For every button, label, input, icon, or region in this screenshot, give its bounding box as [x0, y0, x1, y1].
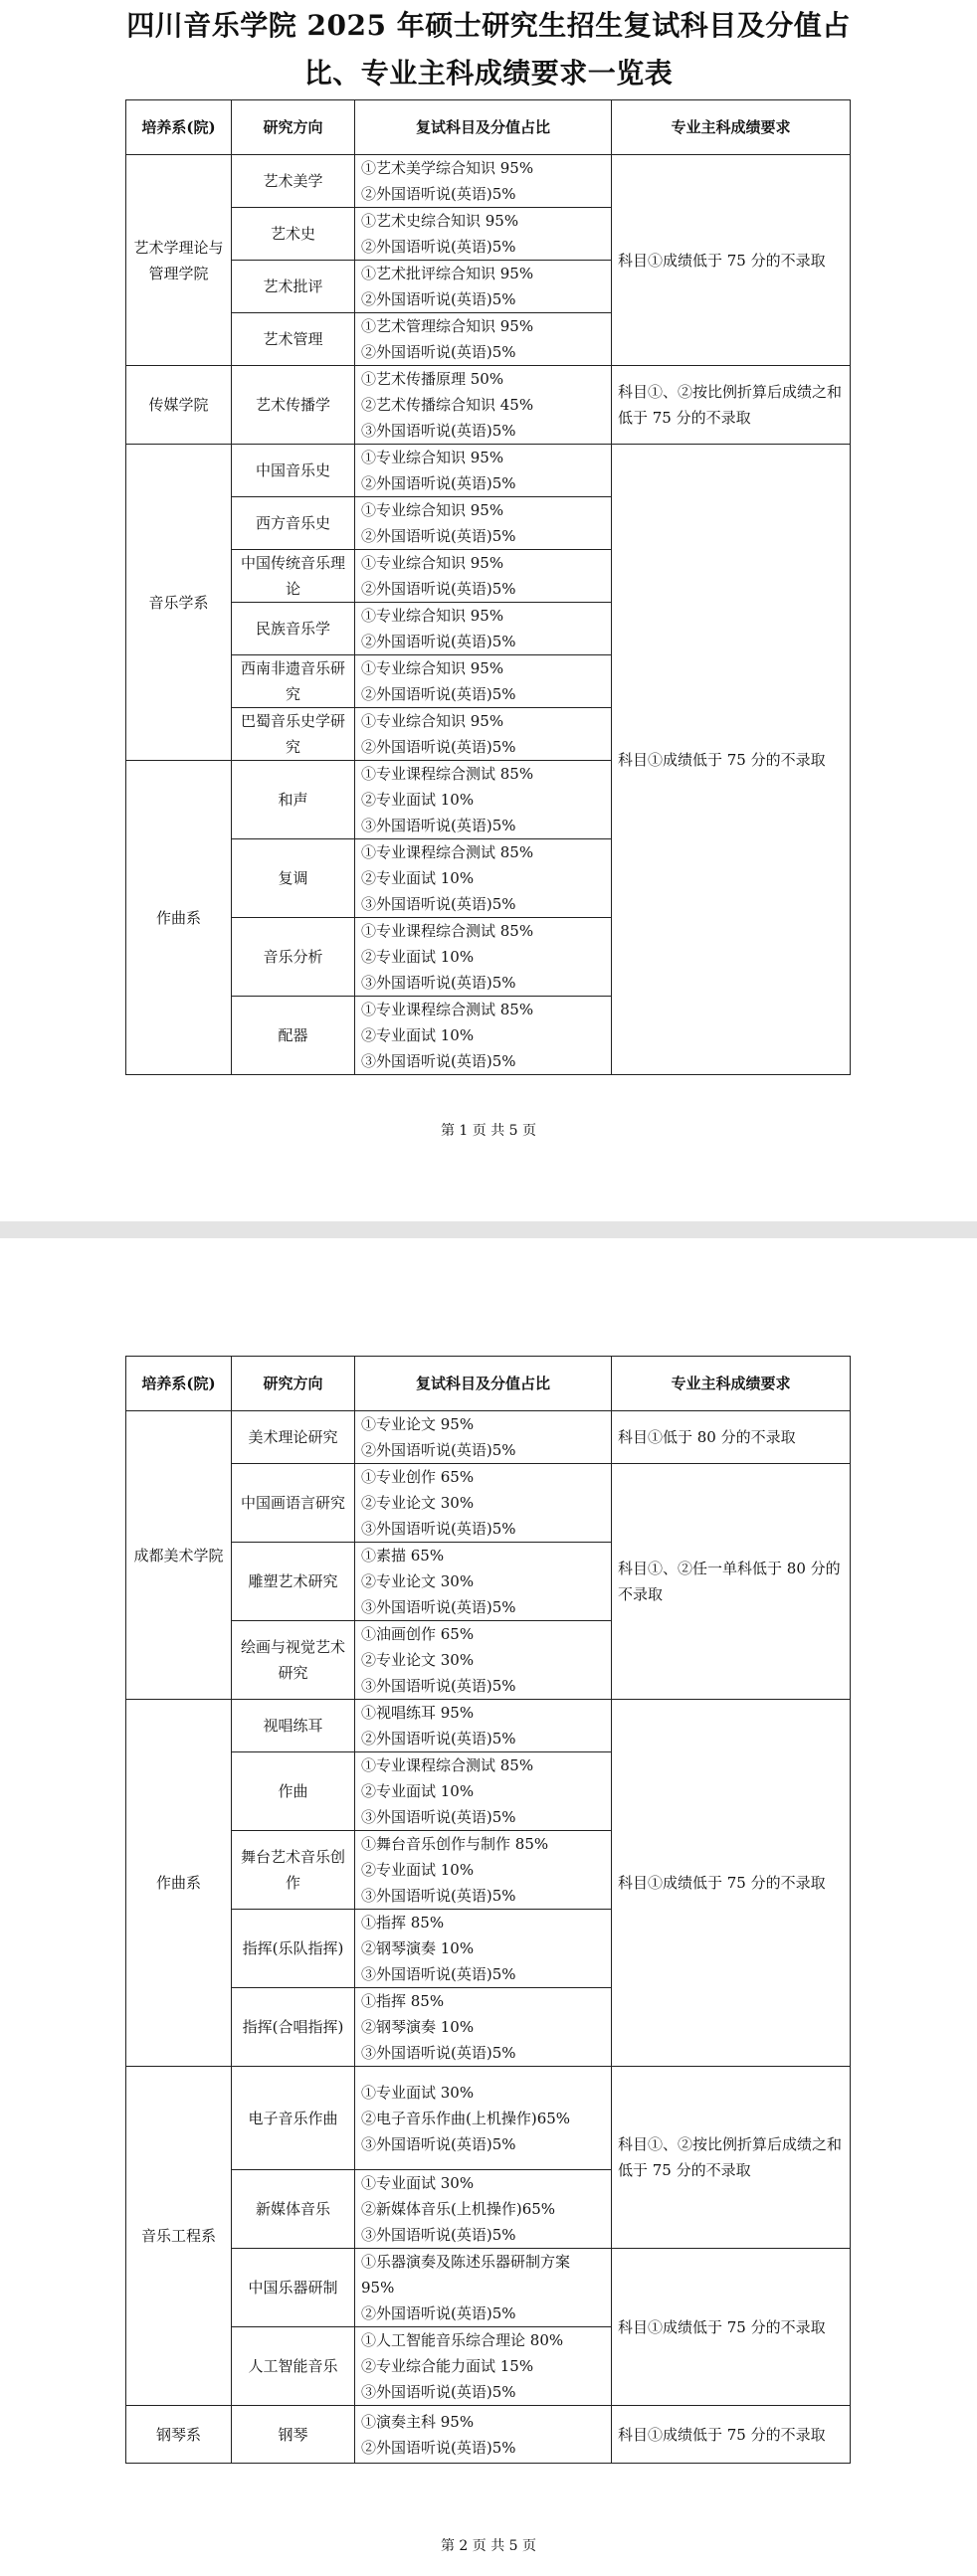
- subject-line: ②外国语听说(英语)5%: [361, 527, 516, 545]
- table-row: [126, 2406, 851, 2464]
- subject-line: ③外国语听说(英语)5%: [361, 974, 516, 992]
- subject-line: ②外国语听说(英语)5%: [361, 290, 516, 308]
- subject-line: ②外国语听说(英语)5%: [361, 1441, 516, 1459]
- table-row: [126, 1411, 851, 1464]
- header-requirement: 专业主科成绩要求: [612, 1357, 851, 1411]
- direction-cell: 电子音乐作曲: [232, 2067, 355, 2170]
- subject-line: ②外国语听说(英语)5%: [361, 580, 516, 598]
- table-row: [126, 1700, 851, 1752]
- table-row: [126, 366, 851, 445]
- subject-line: ①艺术管理综合知识 95%: [361, 317, 534, 335]
- subjects-cell: [355, 918, 612, 997]
- subjects-cell: [355, 445, 612, 497]
- requirement-cell: 科目①成绩低于 75 分的不录取: [612, 2406, 851, 2464]
- header-direction: 研究方向: [232, 100, 355, 155]
- subject-line: ②外国语听说(英语)5%: [361, 633, 516, 650]
- subjects-cell: [355, 2406, 612, 2464]
- direction-cell: 复调: [232, 839, 355, 918]
- direction-cell: 艺术管理: [232, 313, 355, 366]
- subjects-cell: [355, 655, 612, 708]
- subject-line: ①专业课程综合测试 85%: [361, 1756, 534, 1774]
- requirement-cell: 科目①低于 80 分的不录取: [612, 1411, 851, 1464]
- document-title: 四川音乐学院 2025 年硕士研究生招生复试科目及分值占比、专业主科成绩要求一览表: [126, 9, 851, 90]
- direction-cell: 艺术批评: [232, 261, 355, 313]
- subject-line: ②外国语听说(英语)5%: [361, 185, 516, 203]
- header-requirement: 专业主科成绩要求: [612, 100, 851, 155]
- subject-line: ③外国语听说(英语)5%: [361, 2044, 516, 2062]
- subject-line: ②外国语听说(英语)5%: [361, 738, 516, 756]
- requirement-cell: 科目①、②任一单科低于 80 分的不录取: [612, 1464, 851, 1700]
- document-page-2: [0, 1238, 977, 2576]
- direction-cell: 西南非遗音乐研究: [232, 655, 355, 708]
- subject-line: ①素描 65%: [361, 1547, 445, 1564]
- subjects-cell: [355, 261, 612, 313]
- table-row: [126, 2067, 851, 2170]
- subject-line: ②外国语听说(英语)5%: [361, 474, 516, 492]
- table-row: [126, 2249, 851, 2327]
- subjects-cell: [355, 2067, 612, 2170]
- subject-line: ②专业面试 10%: [361, 948, 475, 966]
- subject-line: ③外国语听说(英语)5%: [361, 1520, 516, 1538]
- direction-cell: 音乐分析: [232, 918, 355, 997]
- subject-line: ③外国语听说(英语)5%: [361, 895, 516, 913]
- subjects-cell: [355, 1700, 612, 1752]
- subject-line: ①专业创作 65%: [361, 1468, 475, 1486]
- subject-line: ②专业面试 10%: [361, 1861, 475, 1879]
- direction-cell: 指挥(合唱指挥): [232, 1988, 355, 2067]
- subject-line: ②外国语听说(英语)5%: [361, 685, 516, 703]
- subjects-cell: [355, 313, 612, 366]
- subject-line: ①指挥 85%: [361, 1914, 445, 1932]
- direction-cell: 指挥(乐队指挥): [232, 1910, 355, 1988]
- subject-line: ②专业面试 10%: [361, 1782, 475, 1800]
- subject-line: ②电子音乐作曲(上机操作)65%: [361, 2109, 571, 2127]
- direction-cell: 中国画语言研究: [232, 1464, 355, 1543]
- subject-line: ②钢琴演奏 10%: [361, 2018, 475, 2036]
- dept-cell: 成都美术学院: [126, 1411, 232, 1700]
- requirement-cell: 科目①成绩低于 75 分的不录取: [612, 155, 851, 366]
- direction-cell: 中国传统音乐理论: [232, 550, 355, 603]
- direction-cell: 艺术史: [232, 208, 355, 261]
- direction-cell: 民族音乐学: [232, 603, 355, 655]
- direction-cell: 雕塑艺术研究: [232, 1543, 355, 1621]
- subjects-cell: [355, 2249, 612, 2327]
- subjects-cell: [355, 1411, 612, 1464]
- subjects-cell: [355, 1910, 612, 1988]
- subjects-cell: [355, 603, 612, 655]
- dept-cell: 作曲系: [126, 1700, 232, 2067]
- page-footer: 第 2 页 共 5 页: [440, 2538, 537, 2554]
- subjects-cell: [355, 1752, 612, 1831]
- page-separator: [0, 1221, 977, 1238]
- subject-line: ①艺术史综合知识 95%: [361, 212, 519, 230]
- subjects-cell: [355, 839, 612, 918]
- subjects-cell: [355, 208, 612, 261]
- subject-line: ①艺术批评综合知识 95%: [361, 265, 534, 282]
- subject-line: ①专业课程综合测试 85%: [361, 922, 534, 940]
- subjects-cell: [355, 761, 612, 839]
- subject-line: ①人工智能音乐综合理论 80%: [361, 2331, 564, 2349]
- subjects-cell: [355, 550, 612, 603]
- header-dept: 培养系(院): [126, 1357, 232, 1411]
- subjects-cell: [355, 1464, 612, 1543]
- direction-cell: 美术理论研究: [232, 1411, 355, 1464]
- subject-line: ②专业论文 30%: [361, 1572, 475, 1590]
- dept-cell: 音乐学系: [126, 445, 232, 761]
- subject-line: ①专业课程综合测试 85%: [361, 1001, 534, 1018]
- direction-cell: 视唱练耳: [232, 1700, 355, 1752]
- dept-cell: 艺术学理论与管理学院: [126, 155, 232, 366]
- subject-line: ③外国语听说(英语)5%: [361, 2134, 516, 2153]
- requirement-cell: 科目①成绩低于 75 分的不录取: [612, 2249, 851, 2406]
- requirement-cell: 科目①、②按比例折算后成绩之和低于 75 分的不录取: [612, 2067, 851, 2249]
- dept-cell: 音乐工程系: [126, 2067, 232, 2406]
- subject-line: ①演奏主科 95%: [361, 2412, 475, 2431]
- subjects-cell: [355, 2327, 612, 2406]
- requirement-cell: 科目①成绩低于 75 分的不录取: [612, 445, 851, 1075]
- subject-line: ②专业面试 10%: [361, 869, 475, 887]
- direction-cell: 配器: [232, 997, 355, 1075]
- subjects-cell: [355, 2170, 612, 2249]
- subjects-cell: [355, 1988, 612, 2067]
- direction-cell: 绘画与视觉艺术研究: [232, 1621, 355, 1700]
- subject-line: ①专业综合知识 95%: [361, 449, 504, 466]
- subject-line: ②专业面试 10%: [361, 791, 475, 809]
- subject-line: ①专业论文 95%: [361, 1415, 475, 1433]
- subject-line: ①专业面试 30%: [361, 2174, 475, 2192]
- dept-cell: 传媒学院: [126, 366, 232, 445]
- subject-line: ①专业综合知识 95%: [361, 712, 504, 730]
- subjects-cell: [355, 997, 612, 1075]
- header-subjects: 复试科目及分值占比: [355, 1357, 612, 1411]
- subject-line: ②专业论文 30%: [361, 1651, 475, 1669]
- subject-line: ①指挥 85%: [361, 1992, 445, 2010]
- direction-cell: 新媒体音乐: [232, 2170, 355, 2249]
- subjects-cell: [355, 1621, 612, 1700]
- dept-cell: 作曲系: [126, 761, 232, 1075]
- subject-line: ③外国语听说(英语)5%: [361, 1598, 516, 1616]
- subject-line: ②钢琴演奏 10%: [361, 1939, 475, 1957]
- subject-line: ②新媒体音乐(上机操作)65%: [361, 2200, 556, 2218]
- direction-cell: 艺术传播学: [232, 366, 355, 445]
- subjects-cell: [355, 1543, 612, 1621]
- subject-line: ①专业综合知识 95%: [361, 659, 504, 677]
- subject-line: ②外国语听说(英语)5%: [361, 238, 516, 256]
- subject-line: ②专业面试 10%: [361, 1026, 475, 1044]
- subject-line: ②外国语听说(英语)5%: [361, 2438, 516, 2457]
- subject-line: ③外国语听说(英语)5%: [361, 1052, 516, 1070]
- table-header-row: [126, 1357, 851, 1411]
- subjects-cell: [355, 708, 612, 761]
- direction-cell: 中国音乐史: [232, 445, 355, 497]
- direction-cell: 舞台艺术音乐创作: [232, 1831, 355, 1910]
- subject-line: ③外国语听说(英语)5%: [361, 1887, 516, 1905]
- subject-line: ③外国语听说(英语)5%: [361, 2226, 516, 2244]
- subject-line: ①专业综合知识 95%: [361, 554, 504, 572]
- subject-line: ①乐器演奏及陈述乐器研制方案 95%: [361, 2253, 571, 2297]
- subjects-table-page-2: [125, 1356, 851, 2464]
- table-row: [126, 445, 851, 497]
- subject-line: ①专业面试 30%: [361, 2083, 475, 2102]
- subjects-cell: [355, 497, 612, 550]
- direction-cell: 艺术美学: [232, 155, 355, 208]
- requirement-cell: 科目①成绩低于 75 分的不录取: [612, 1700, 851, 2067]
- direction-cell: 钢琴: [232, 2406, 355, 2464]
- subject-line: ①舞台音乐创作与制作 85%: [361, 1835, 549, 1853]
- document-page-1: [0, 0, 977, 1221]
- subjects-cell: [355, 155, 612, 208]
- direction-cell: 和声: [232, 761, 355, 839]
- subject-line: ②外国语听说(英语)5%: [361, 2304, 516, 2322]
- header-dept: 培养系(院): [126, 100, 232, 155]
- header-subjects: 复试科目及分值占比: [355, 100, 612, 155]
- subject-line: ②专业综合能力面试 15%: [361, 2357, 534, 2375]
- page-footer: 第 1 页 共 5 页: [440, 1123, 537, 1139]
- subject-line: ①专业课程综合测试 85%: [361, 765, 534, 783]
- subject-line: ①专业课程综合测试 85%: [361, 843, 534, 861]
- subject-line: ③外国语听说(英语)5%: [361, 422, 516, 440]
- subject-line: ③外国语听说(英语)5%: [361, 817, 516, 834]
- subject-line: ②艺术传播综合知识 45%: [361, 396, 534, 414]
- direction-cell: 西方音乐史: [232, 497, 355, 550]
- subject-line: ①专业综合知识 95%: [361, 607, 504, 625]
- direction-cell: 中国乐器研制: [232, 2249, 355, 2327]
- subjects-table-page-1: [125, 99, 851, 1075]
- subject-line: ①艺术美学综合知识 95%: [361, 159, 534, 177]
- subjects-cell: [355, 366, 612, 445]
- table-row: [126, 1464, 851, 1543]
- subject-line: ③外国语听说(英语)5%: [361, 2383, 516, 2401]
- requirement-cell: 科目①、②按比例折算后成绩之和低于 75 分的不录取: [612, 366, 851, 445]
- subject-line: ①艺术传播原理 50%: [361, 370, 504, 388]
- subjects-cell: [355, 1831, 612, 1910]
- header-direction: 研究方向: [232, 1357, 355, 1411]
- direction-cell: 巴蜀音乐史学研究: [232, 708, 355, 761]
- subject-line: ②外国语听说(英语)5%: [361, 343, 516, 361]
- subject-line: ②专业论文 30%: [361, 1494, 475, 1512]
- direction-cell: 人工智能音乐: [232, 2327, 355, 2406]
- table-row: [126, 155, 851, 208]
- subject-line: ③外国语听说(英语)5%: [361, 1808, 516, 1826]
- direction-cell: 作曲: [232, 1752, 355, 1831]
- dept-cell: 钢琴系: [126, 2406, 232, 2464]
- subject-line: ①油画创作 65%: [361, 1625, 475, 1643]
- subject-line: ③外国语听说(英语)5%: [361, 1965, 516, 1983]
- subject-line: ①专业综合知识 95%: [361, 501, 504, 519]
- table-header-row: [126, 100, 851, 155]
- subject-line: ①视唱练耳 95%: [361, 1704, 475, 1722]
- subject-line: ③外国语听说(英语)5%: [361, 1677, 516, 1695]
- subject-line: ②外国语听说(英语)5%: [361, 1730, 516, 1748]
